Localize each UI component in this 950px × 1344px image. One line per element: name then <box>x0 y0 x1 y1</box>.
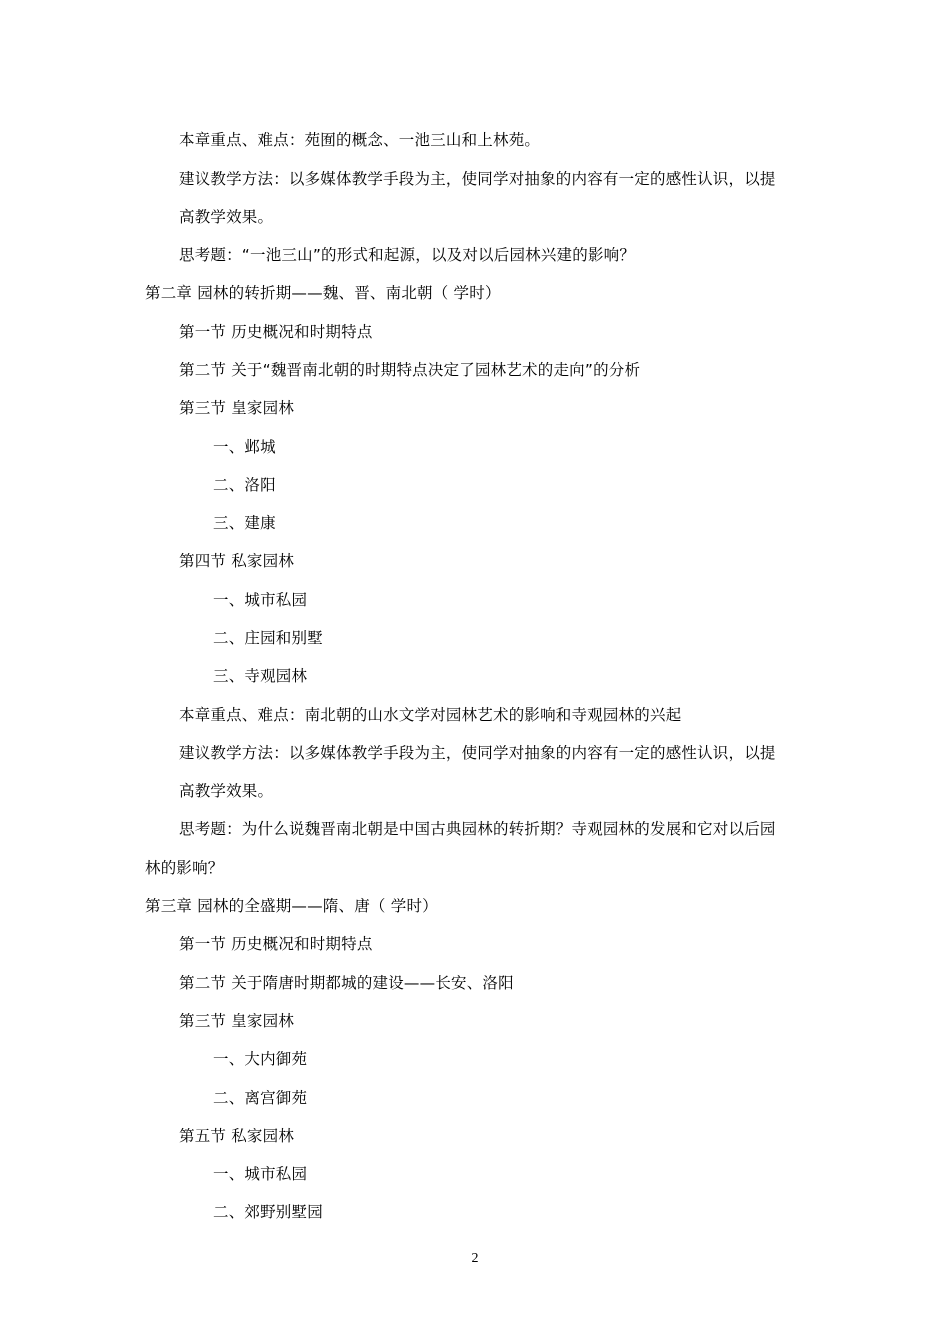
chapter1-teaching-method: 建议教学方法：以多媒体教学手段为主，使同学对抽象的内容有一定的感性认识，以提 <box>179 170 776 188</box>
chapter3-heading: 第三章 园林的全盛期——隋、唐（ 学时） <box>145 897 438 915</box>
chapter1-question: 思考题：“一池三山”的形式和起源，以及对以后园林兴建的影响？ <box>179 246 636 264</box>
page-number: 2 <box>471 1251 479 1266</box>
chapter2-section4-item2: 二、庄园和别墅 <box>213 629 323 647</box>
chapter2-teaching-method-cont: 高教学效果。 <box>179 782 274 800</box>
chapter2-section3-item1: 一、邺城 <box>213 438 276 456</box>
chapter3-section1: 第一节 历史概况和时期特点 <box>179 935 373 953</box>
chapter2-section4-item3: 三、寺观园林 <box>213 667 308 685</box>
chapter2-section1: 第一节 历史概况和时期特点 <box>179 323 373 341</box>
chapter3-section3-item1: 一、大内御苑 <box>213 1050 308 1068</box>
chapter3-section5-item1: 一、城市私园 <box>213 1165 308 1183</box>
chapter2-question: 思考题：为什么说魏晋南北朝是中国古典园林的转折期？寺观园林的发展和它对以后园 <box>179 820 776 838</box>
chapter3-section5: 第五节 私家园林 <box>179 1127 295 1145</box>
chapter2-teaching-method: 建议教学方法：以多媒体教学手段为主，使同学对抽象的内容有一定的感性认识，以提 <box>179 744 776 762</box>
chapter1-teaching-method-cont: 高教学效果。 <box>179 208 274 226</box>
chapter2-section4-item1: 一、城市私园 <box>213 591 308 609</box>
chapter2-section3: 第三节 皇家园林 <box>179 399 295 417</box>
chapter2-heading: 第二章 园林的转折期——魏、晋、南北朝（ 学时） <box>145 284 501 302</box>
chapter3-section2: 第二节 关于隋唐时期都城的建设——长安、洛阳 <box>179 974 514 992</box>
chapter2-key-points: 本章重点、难点：南北朝的山水文学对园林艺术的影响和寺观园林的兴起 <box>179 706 682 724</box>
chapter1-key-points: 本章重点、难点：苑囿的概念、一池三山和上林苑。 <box>179 131 541 149</box>
chapter2-section3-item2: 二、洛阳 <box>213 476 276 494</box>
chapter2-section3-item3: 三、建康 <box>213 514 276 532</box>
chapter2-question-cont: 林的影响？ <box>145 859 224 877</box>
chapter3-section3: 第三节 皇家园林 <box>179 1012 295 1030</box>
chapter3-section3-item2: 二、离宫御苑 <box>213 1089 308 1107</box>
chapter2-section4: 第四节 私家园林 <box>179 552 295 570</box>
chapter3-section5-item2: 二、郊野别墅园 <box>213 1203 323 1221</box>
chapter2-section2: 第二节 关于“魏晋南北朝的时期特点决定了园林艺术的走向”的分析 <box>179 361 641 379</box>
